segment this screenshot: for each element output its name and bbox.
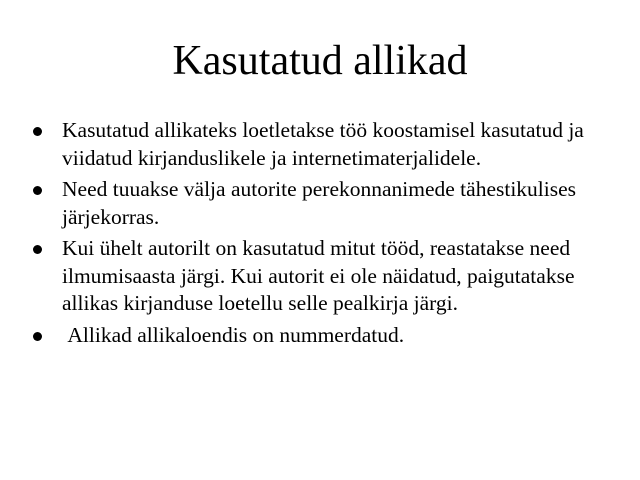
bullet-item [32,117,612,172]
bullet-text: Kasutatud allikateks loetletakse töö koostamisel kasutatud ja viidatud kirjanduslikele ja internetimaterjalidele. [62,118,584,170]
bullet-dot-icon [33,332,42,341]
bullet-dot-icon [33,186,42,195]
bullet-dot-icon [33,127,42,136]
bullet-list [32,117,612,353]
slide-title: Kasutatud allikad [172,38,468,84]
bullet-dot-icon [33,245,42,254]
bullet-item [32,322,612,350]
bullet-text: Need tuuakse välja autorite perekonnanimede tähestikulises järjekorras. [62,177,577,229]
bullet-text: Allikad allikaloendis on nummerdatud. [62,322,405,347]
bullet-item [32,235,612,318]
bullet-text: Kui ühelt autorilt on kasutatud mitut tööd, reastatakse need ilmumisaasta järgi. Kui autorit ei ole näidatud, paigutatakse allikas kirjanduse loetellu selle pealkirja järgi. [62,236,575,315]
bullet-item [32,176,612,231]
